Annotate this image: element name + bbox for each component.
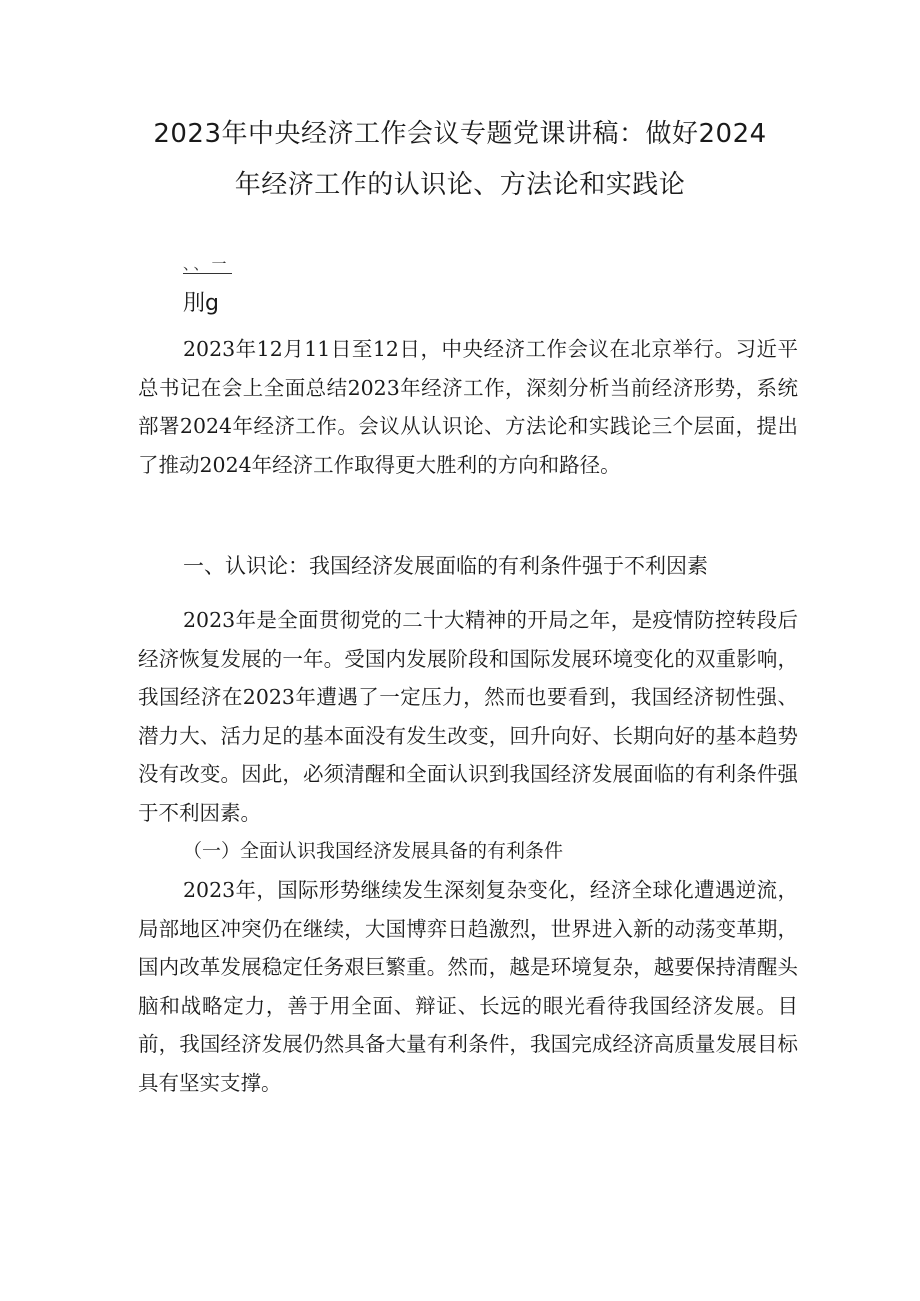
document-title-line-1: 2023年中央经济工作会议专题党课讲稿：做好2024 bbox=[153, 119, 767, 149]
paragraph-subsection1: 2023年，国际形势继续发生深刻复杂变化，经济全球化遭遇逆流，局部地区冲突仍在继续，大国博弈日趋激烈，世界进入新的动荡变革期，国内改革发展稳定任务艰巨繁重。然而，越是环境复杂，越要保持清醒头脑和战略定力，善于用全面、辩证、长远的眼光看待我国经济发展。目前，我国经济发展仍然具备大量有利条件，我国完成经济高质量发展目标具有坚实支撑。 bbox=[138, 878, 798, 1095]
document-title-line-2: 年经济工作的认识论、方法论和实践论 bbox=[234, 170, 686, 200]
preface-label: 刖g bbox=[183, 291, 219, 316]
section-heading-epistemology: 一、认识论：我国经济发展面临的有利条件强于不利因素 bbox=[183, 554, 708, 578]
paragraph-section1: 2023年是全面贯彻党的二十大精神的开局之年，是疫情防控转段后经济恢复发展的一年。受国内发展阶段和国际发展环境变化的双重影响，我国经济在2023年遭遇了一定压力，然而也要看到，我国经济韧性强、潜力大、活力足的基本面没有发生改变，回升向好、长期向好的基本趋势没有改变。因此，必须清醒和全面认识到我国经济发展面临的有利条件强于不利因素。 bbox=[138, 608, 798, 825]
paragraph-intro: 2023年12月11日至12日，中央经济工作会议在北京举行。习近平总书记在会上全面总结2023年经济工作，深刻分析当前经济形势，系统部署2024年经济工作。会议从认识论、方法论和实践论三个层面，提出了推动2024年经济工作取得更大胜利的方向和路径。 bbox=[138, 337, 798, 477]
garbled-mark: 、、一 bbox=[183, 255, 230, 273]
subsection-heading-favorable-conditions: （一）全面认识我国经济发展具备的有利条件 bbox=[183, 840, 564, 862]
